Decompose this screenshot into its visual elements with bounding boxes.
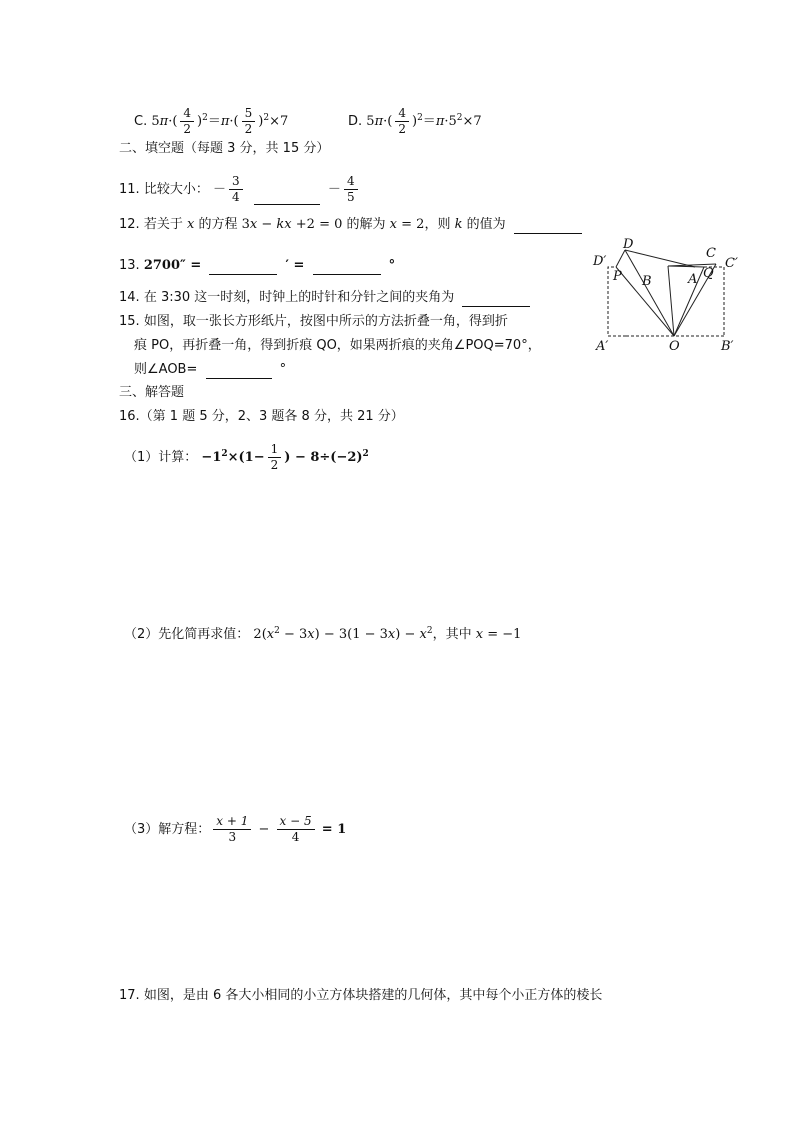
question-text: 比较大小： <box>143 182 209 197</box>
fraction-denominator: 3 <box>228 830 237 844</box>
answer-blank[interactable] <box>313 274 381 275</box>
option-c-expr-start: 5π·( <box>151 114 178 129</box>
option-d-fraction <box>395 106 409 137</box>
question-text: 如图，是由 6 各大小相同的小立方体块搭建的几何体，其中每个小正方体的棱长 <box>143 988 603 1003</box>
section-3-title: 三、解答题 <box>119 385 185 400</box>
option-d <box>348 106 482 137</box>
answer-blank[interactable] <box>209 274 277 275</box>
fraction-x-minus-5-over-4 <box>277 814 315 845</box>
question-16-part-3 <box>124 814 346 845</box>
option-c-fraction-2 <box>242 106 256 137</box>
question-16-part-2 <box>124 626 521 644</box>
line-ob <box>668 266 674 336</box>
unit-symbol: ° <box>388 258 396 273</box>
option-d-label: D. <box>348 114 363 129</box>
question-text: 的解为 <box>346 217 386 232</box>
label-p: P <box>613 269 622 284</box>
fraction-denominator: 2 <box>270 458 279 472</box>
question-14 <box>119 289 534 307</box>
question-text: ，则 <box>424 217 451 232</box>
label-o: O <box>669 339 680 354</box>
math-solution: x = 2 <box>389 217 425 232</box>
fraction-3-4 <box>229 174 243 205</box>
label-q: Q <box>703 266 714 281</box>
question-text: 的方程 <box>198 217 238 232</box>
label-d: D <box>623 237 634 252</box>
folding-diagram <box>590 233 750 358</box>
option-c <box>134 106 288 137</box>
question-text: ，其中 <box>432 627 472 642</box>
fraction-numerator: x + 1 <box>213 814 251 830</box>
fraction-numerator: 1 <box>268 442 282 458</box>
minus-sign: − <box>258 822 274 837</box>
question-15-line-3 <box>134 361 286 379</box>
question-text: 的值为 <box>466 217 506 232</box>
question-12 <box>119 216 586 234</box>
option-d-expr-start: 5π·( <box>366 114 393 129</box>
fraction-1-2 <box>268 442 282 473</box>
line-bq <box>668 266 704 267</box>
math-expression: $2(x^2 - 3x) - 3(1 - 3x) - x^2$ <box>253 626 433 642</box>
fraction-4-5 <box>344 174 358 205</box>
question-number: 12. <box>119 217 140 232</box>
line-od <box>625 250 674 336</box>
label-a-prime: A′ <box>596 339 609 354</box>
question-text: 则∠AOB= <box>134 362 198 377</box>
part-label: （3）解方程： <box>124 822 211 837</box>
equals-one: = 1 <box>321 822 347 837</box>
math-variable: x <box>186 217 195 232</box>
question-text: 在 3:30 这一时刻，时钟上的时针和分针之间的夹角为 <box>143 290 455 305</box>
fraction-numerator: 4 <box>344 174 358 190</box>
question-13 <box>119 257 395 275</box>
fraction-denominator: 5 <box>346 190 355 204</box>
answer-blank[interactable] <box>462 306 530 307</box>
minus-sign: － <box>212 182 226 197</box>
part-label: （2）先化简再求值： <box>124 627 250 642</box>
fraction-numerator: 5 <box>242 106 256 122</box>
label-b-prime: B′ <box>721 339 734 354</box>
fraction-denominator: 4 <box>291 830 300 844</box>
question-number: 11. <box>119 182 140 197</box>
answer-blank[interactable] <box>514 233 582 234</box>
option-c-expr-end: )$^2$×7 <box>258 113 289 129</box>
question-16-part-1 <box>124 442 369 473</box>
label-c: C <box>706 246 716 261</box>
unit-symbol: ′ = <box>285 258 305 273</box>
option-c-fraction-1 <box>180 106 194 137</box>
fraction-denominator: 4 <box>232 190 240 204</box>
label-c-prime: C′ <box>725 256 738 271</box>
question-text: 如图，取一张长方形纸片，按图中所示的方法折叠一角，得到折 <box>143 314 508 329</box>
math-condition: x = −1 <box>475 627 522 642</box>
fraction-denominator: 2 <box>183 122 192 136</box>
section-2-title: 二、填空题（每题 3 分，共 15 分） <box>119 141 330 156</box>
option-c-label: C. <box>134 114 148 129</box>
question-11 <box>119 174 361 205</box>
question-15-line-1 <box>119 313 508 331</box>
minus-sign: － <box>327 182 341 197</box>
fraction-x-plus-1-over-3 <box>213 814 251 845</box>
question-text: 若关于 <box>143 217 183 232</box>
math-expression-end: ) − $8\div(-2)^2$ <box>284 449 369 465</box>
part-label: （1）计算： <box>124 450 198 465</box>
fraction-numerator: 4 <box>395 106 409 122</box>
question-number: 17. <box>119 988 140 1003</box>
math-equation: 3x − kx +2 = 0 <box>241 217 343 232</box>
fraction-denominator: 2 <box>398 122 406 136</box>
fraction-numerator: 4 <box>180 106 194 122</box>
question-number: 14. <box>119 290 140 305</box>
fraction-numerator: 3 <box>229 174 243 190</box>
label-b: B <box>642 274 652 289</box>
line-da <box>625 250 695 267</box>
math-expression-start: $-1^2\times(1-$ <box>201 449 265 465</box>
fraction-numerator: x − 5 <box>277 814 315 830</box>
answer-blank[interactable] <box>206 378 272 379</box>
math-expression: 2700″ = <box>143 258 202 273</box>
fraction-denominator: 2 <box>244 122 253 136</box>
option-d-expr-end: )$^2=\pi\cdot 5^2\times 7$ <box>411 113 482 129</box>
question-16-header: 16.（第 1 题 5 分，2、3 题各 8 分，共 21 分） <box>119 409 404 424</box>
label-a: A <box>688 272 698 287</box>
math-variable: k <box>454 217 463 232</box>
question-number: 13. <box>119 258 140 273</box>
question-15-line-2: 痕 PO，再折叠一角，得到折痕 QO，如果两折痕的夹角∠POQ=70°， <box>134 338 541 353</box>
line-dp <box>616 250 625 267</box>
option-c-expr-mid: )$^2$＝π·( <box>197 113 239 129</box>
question-17 <box>119 987 602 1005</box>
degree-symbol: ° <box>279 362 287 377</box>
question-number: 15. <box>119 314 140 329</box>
label-d-prime: D′ <box>593 254 607 269</box>
answer-blank[interactable] <box>254 204 320 205</box>
